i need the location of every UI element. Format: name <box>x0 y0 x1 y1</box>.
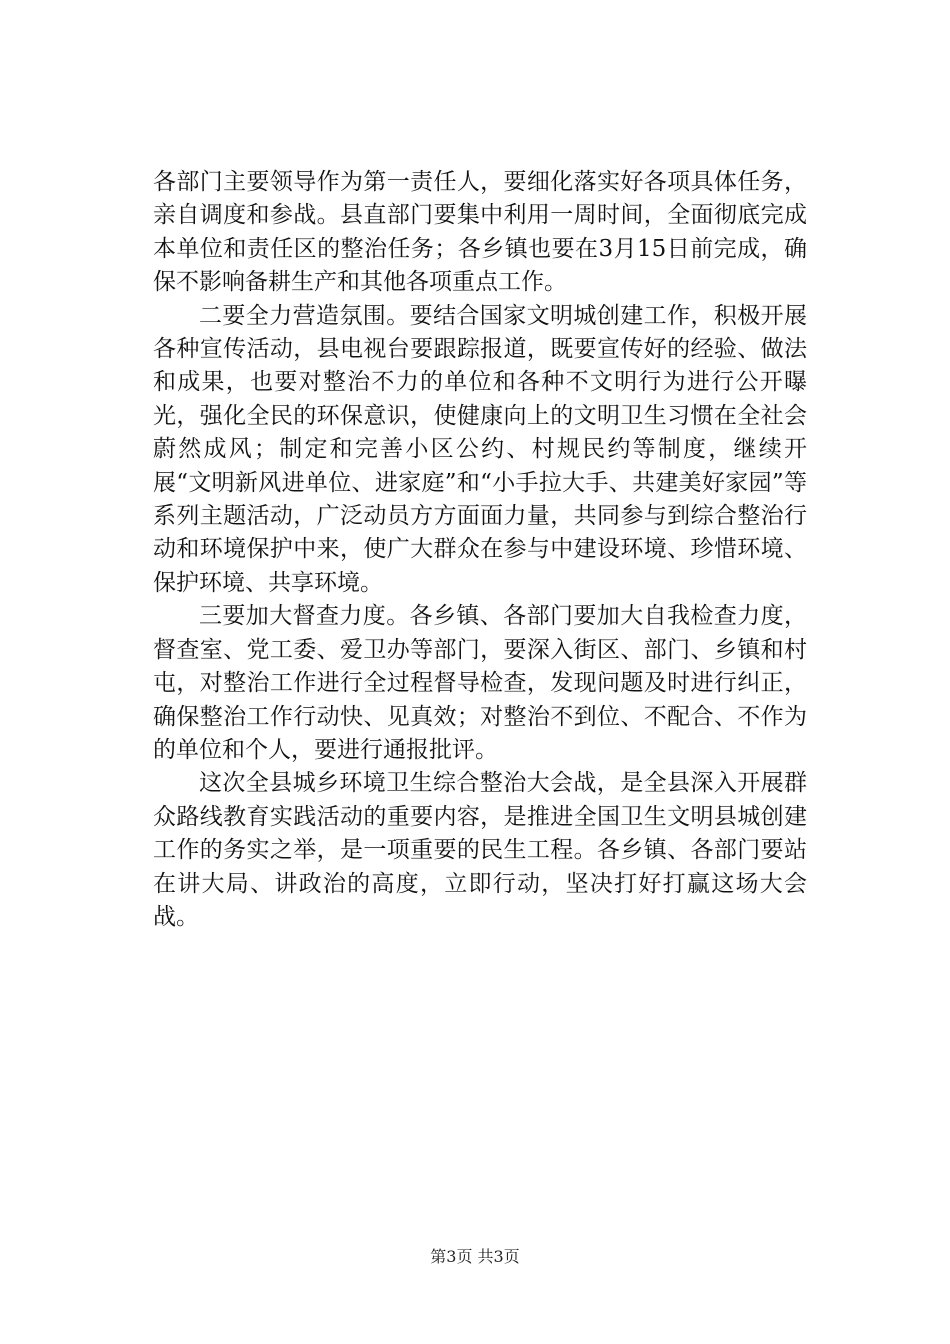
document-body <box>153 166 807 934</box>
paragraph-2: 二要全力营造氛围。要结合国家文明城创建工作，积极开展各种宣传活动，县电视台要跟踪报道，既要宣传好的经验、做法和成果，也要对整治不力的单位和各种不文明行为进行公开曝光，强化全民的环保意识，使健康向上的文明卫生习惯在全社会蔚然成风；制定和完善小区公约、村规民约等制度，继续开展“文明新风进单位、进家庭”和“小手拉大手、共建美好家园”等系列主题活动，广泛动员方方面面力量，共同参与到综合整治行动和环境保护中来，使广大群众在参与中建设环境、珍惜环境、保护环境、共享环境。 <box>153 302 807 596</box>
paragraph-3: 三要加大督查力度。各乡镇、各部门要加大自我检查力度，督查室、党工委、爱卫办等部门，要深入街区、部门、乡镇和村屯，对整治工作进行全过程督导检查，发现问题及时进行纠正，确保整治工作行动快、见真效；对整治不到位、不配合、不作为的单位和个人，要进行通报批评。 <box>153 603 807 763</box>
page-footer: 第3页 共3页 <box>430 1247 520 1266</box>
paragraph-1: 各部门主要领导作为第一责任人，要细化落实好各项具体任务，亲自调度和参战。县直部门要集中利用一周时间，全面彻底完成本单位和责任区的整治任务；各乡镇也要在3月15日前完成，确保不影响备耕生产和其他各项重点工作。 <box>153 169 807 296</box>
paragraph-4: 这次全县城乡环境卫生综合整治大会战，是全县深入开展群众路线教育实践活动的重要内容，是推进全国卫生文明县城创建工作的务实之举，是一项重要的民生工程。各乡镇、各部门要站在讲大局、讲政治的高度，立即行动，坚决打好打赢这场大会战。 <box>153 770 807 930</box>
